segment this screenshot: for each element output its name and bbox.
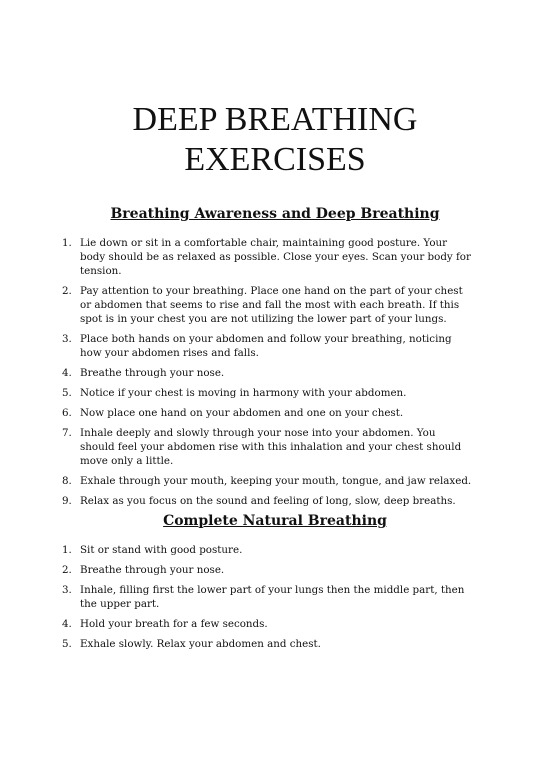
list-item [62,637,472,651]
complete-natural-breathing-steps [62,543,472,657]
list-item-text: Sit or stand with good posture. [80,544,243,556]
title-line-1: DEEP BREATHING [132,101,418,138]
list-item [62,583,472,611]
list-item-text: Inhale, filling first the lower part of your lungs then the middle part, then the upper part. [80,584,465,610]
list-item-text: Pay attention to your breathing. Place one hand on the part of your chest or abdomen that seems to rise and fall the most with each breath. If this spot is in your chest you are not utilizing the lower part of your lungs. [80,285,463,325]
list-item-number: 6. [62,407,72,419]
list-item [62,284,472,326]
list-item-number: 2. [62,285,72,297]
list-item-text: Exhale slowly. Relax your abdomen and chest. [80,638,321,650]
list-item [62,366,472,380]
list-item [62,426,472,468]
list-item [62,332,472,360]
list-item-number: 9. [62,495,72,507]
list-item [62,617,472,631]
list-item-number: 8. [62,475,72,487]
section-heading-complete-natural-breathing: Complete Natural Breathing [163,513,387,529]
list-item-number: 3. [62,333,72,345]
list-item [62,563,472,577]
list-item [62,406,472,420]
list-item-text: Hold your breath for a few seconds. [80,618,268,630]
page-title [0,100,550,180]
list-item [62,543,472,557]
list-item-text: Now place one hand on your abdomen and one on your chest. [80,407,404,419]
list-item-number: 1. [62,544,72,556]
list-item-number: 4. [62,618,72,630]
list-item [62,494,472,508]
list-item [62,474,472,488]
list-item-number: 1. [62,237,72,249]
list-item-text: Notice if your chest is moving in harmony with your abdomen. [80,387,407,399]
list-item-text: Breathe through your nose. [80,564,225,576]
list-item-text: Exhale through your mouth, keeping your mouth, tongue, and jaw relaxed. [80,475,472,487]
list-item-number: 7. [62,427,72,439]
list-item-text: Place both hands on your abdomen and follow your breathing, noticing how your abdomen rises and falls. [80,333,452,359]
list-item-text: Inhale deeply and slowly through your nose into your abdomen. You should feel your abdomen rise with this inhalation and your chest should move only a little. [80,427,462,467]
breathing-awareness-steps [62,236,472,514]
list-item-text: Lie down or sit in a comfortable chair, maintaining good posture. Your body should be as relaxed as possible. Close your eyes. Scan your body for tension. [80,237,471,277]
list-item-number: 5. [62,638,72,650]
list-item-number: 4. [62,367,72,379]
list-item-text: Breathe through your nose. [80,367,225,379]
section-heading-breathing-awareness: Breathing Awareness and Deep Breathing [110,206,440,222]
list-item-number: 5. [62,387,72,399]
list-item [62,236,472,278]
list-item [62,386,472,400]
title-line-2: EXERCISES [184,141,366,178]
list-item-text: Relax as you focus on the sound and feeling of long, slow, deep breaths. [80,495,456,507]
list-item-number: 2. [62,564,72,576]
list-item-number: 3. [62,584,72,596]
